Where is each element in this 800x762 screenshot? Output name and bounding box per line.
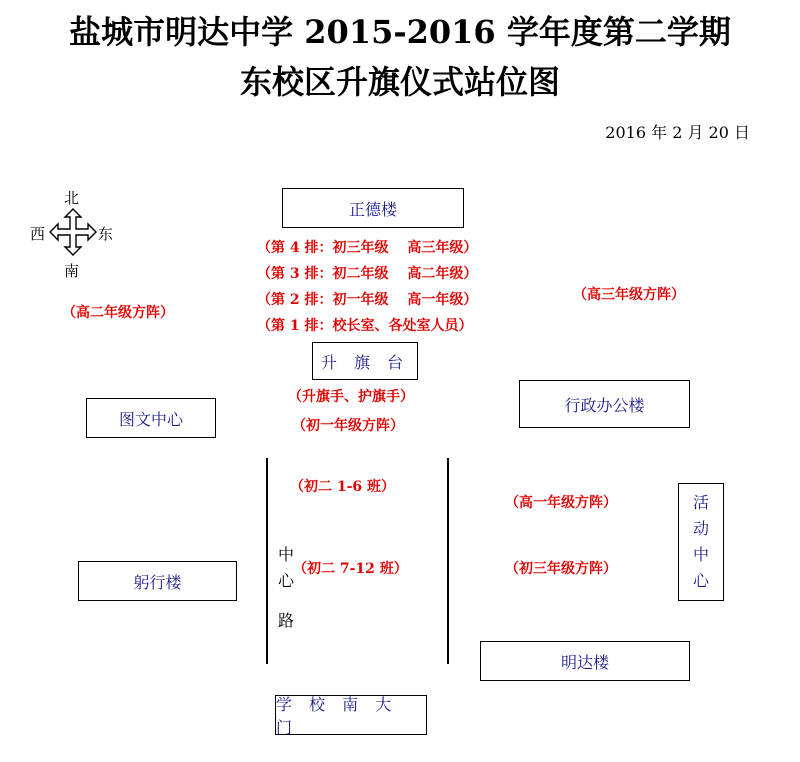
compass-south: 南: [64, 262, 80, 280]
activity-char: 中: [692, 545, 709, 564]
row-4-label: （第 4 排：初三年级 高三年级）: [257, 240, 478, 256]
date-label: 2016 年 2 月 20 日: [605, 123, 750, 142]
activity-center: [678, 483, 724, 601]
road-line-left: [266, 458, 268, 664]
row-2-label: （第 2 排：初一年级 高一年级）: [257, 292, 478, 308]
chu2-a-formation: （初二 1-6 班）: [290, 479, 396, 495]
road-char: 中: [278, 545, 295, 564]
gao3-formation: （高三年级方阵）: [573, 287, 685, 303]
compass-north: 北: [64, 189, 80, 207]
flag-platform: 升 旗 台: [312, 342, 418, 380]
chu3-formation: （初三年级方阵）: [505, 561, 617, 577]
chu2-b-formation: （初二 7-12 班）: [293, 561, 408, 577]
compass-east: 东: [98, 225, 114, 243]
gao2-formation: （高二年级方阵）: [62, 305, 174, 321]
road-line-right: [447, 458, 449, 664]
south-gate: 学 校 南 大 门: [275, 695, 427, 735]
activity-char: 动: [692, 519, 709, 538]
gongxing-building: 躬行楼: [78, 561, 237, 601]
compass-west: 西: [30, 225, 46, 243]
gao1-formation: （高一年级方阵）: [505, 495, 617, 511]
road-char: 路: [278, 611, 295, 630]
road-char: 心: [278, 571, 295, 590]
row-1-label: （第 1 排：校长室、各处室人员）: [257, 318, 473, 334]
chu1-formation: （初一年级方阵）: [292, 418, 404, 434]
row-3-label: （第 3 排：初二年级 高二年级）: [257, 266, 478, 282]
library-building: 图文中心: [86, 398, 216, 438]
activity-char: 心: [692, 571, 709, 590]
zhengde-building: 正德楼: [282, 188, 464, 228]
activity-char: 活: [692, 493, 709, 512]
mingda-building: 明达楼: [480, 641, 690, 681]
flag-guard-label: （升旗手、护旗手）: [288, 389, 414, 405]
page-subtitle: 东校区升旗仪式站位图: [239, 63, 560, 101]
compass-arrows-icon: [48, 207, 98, 257]
center-road-label: [278, 542, 294, 634]
page-title: 盐城市明达中学 2015-2016 学年度第二学期: [69, 13, 731, 51]
admin-building: 行政办公楼: [519, 380, 690, 428]
